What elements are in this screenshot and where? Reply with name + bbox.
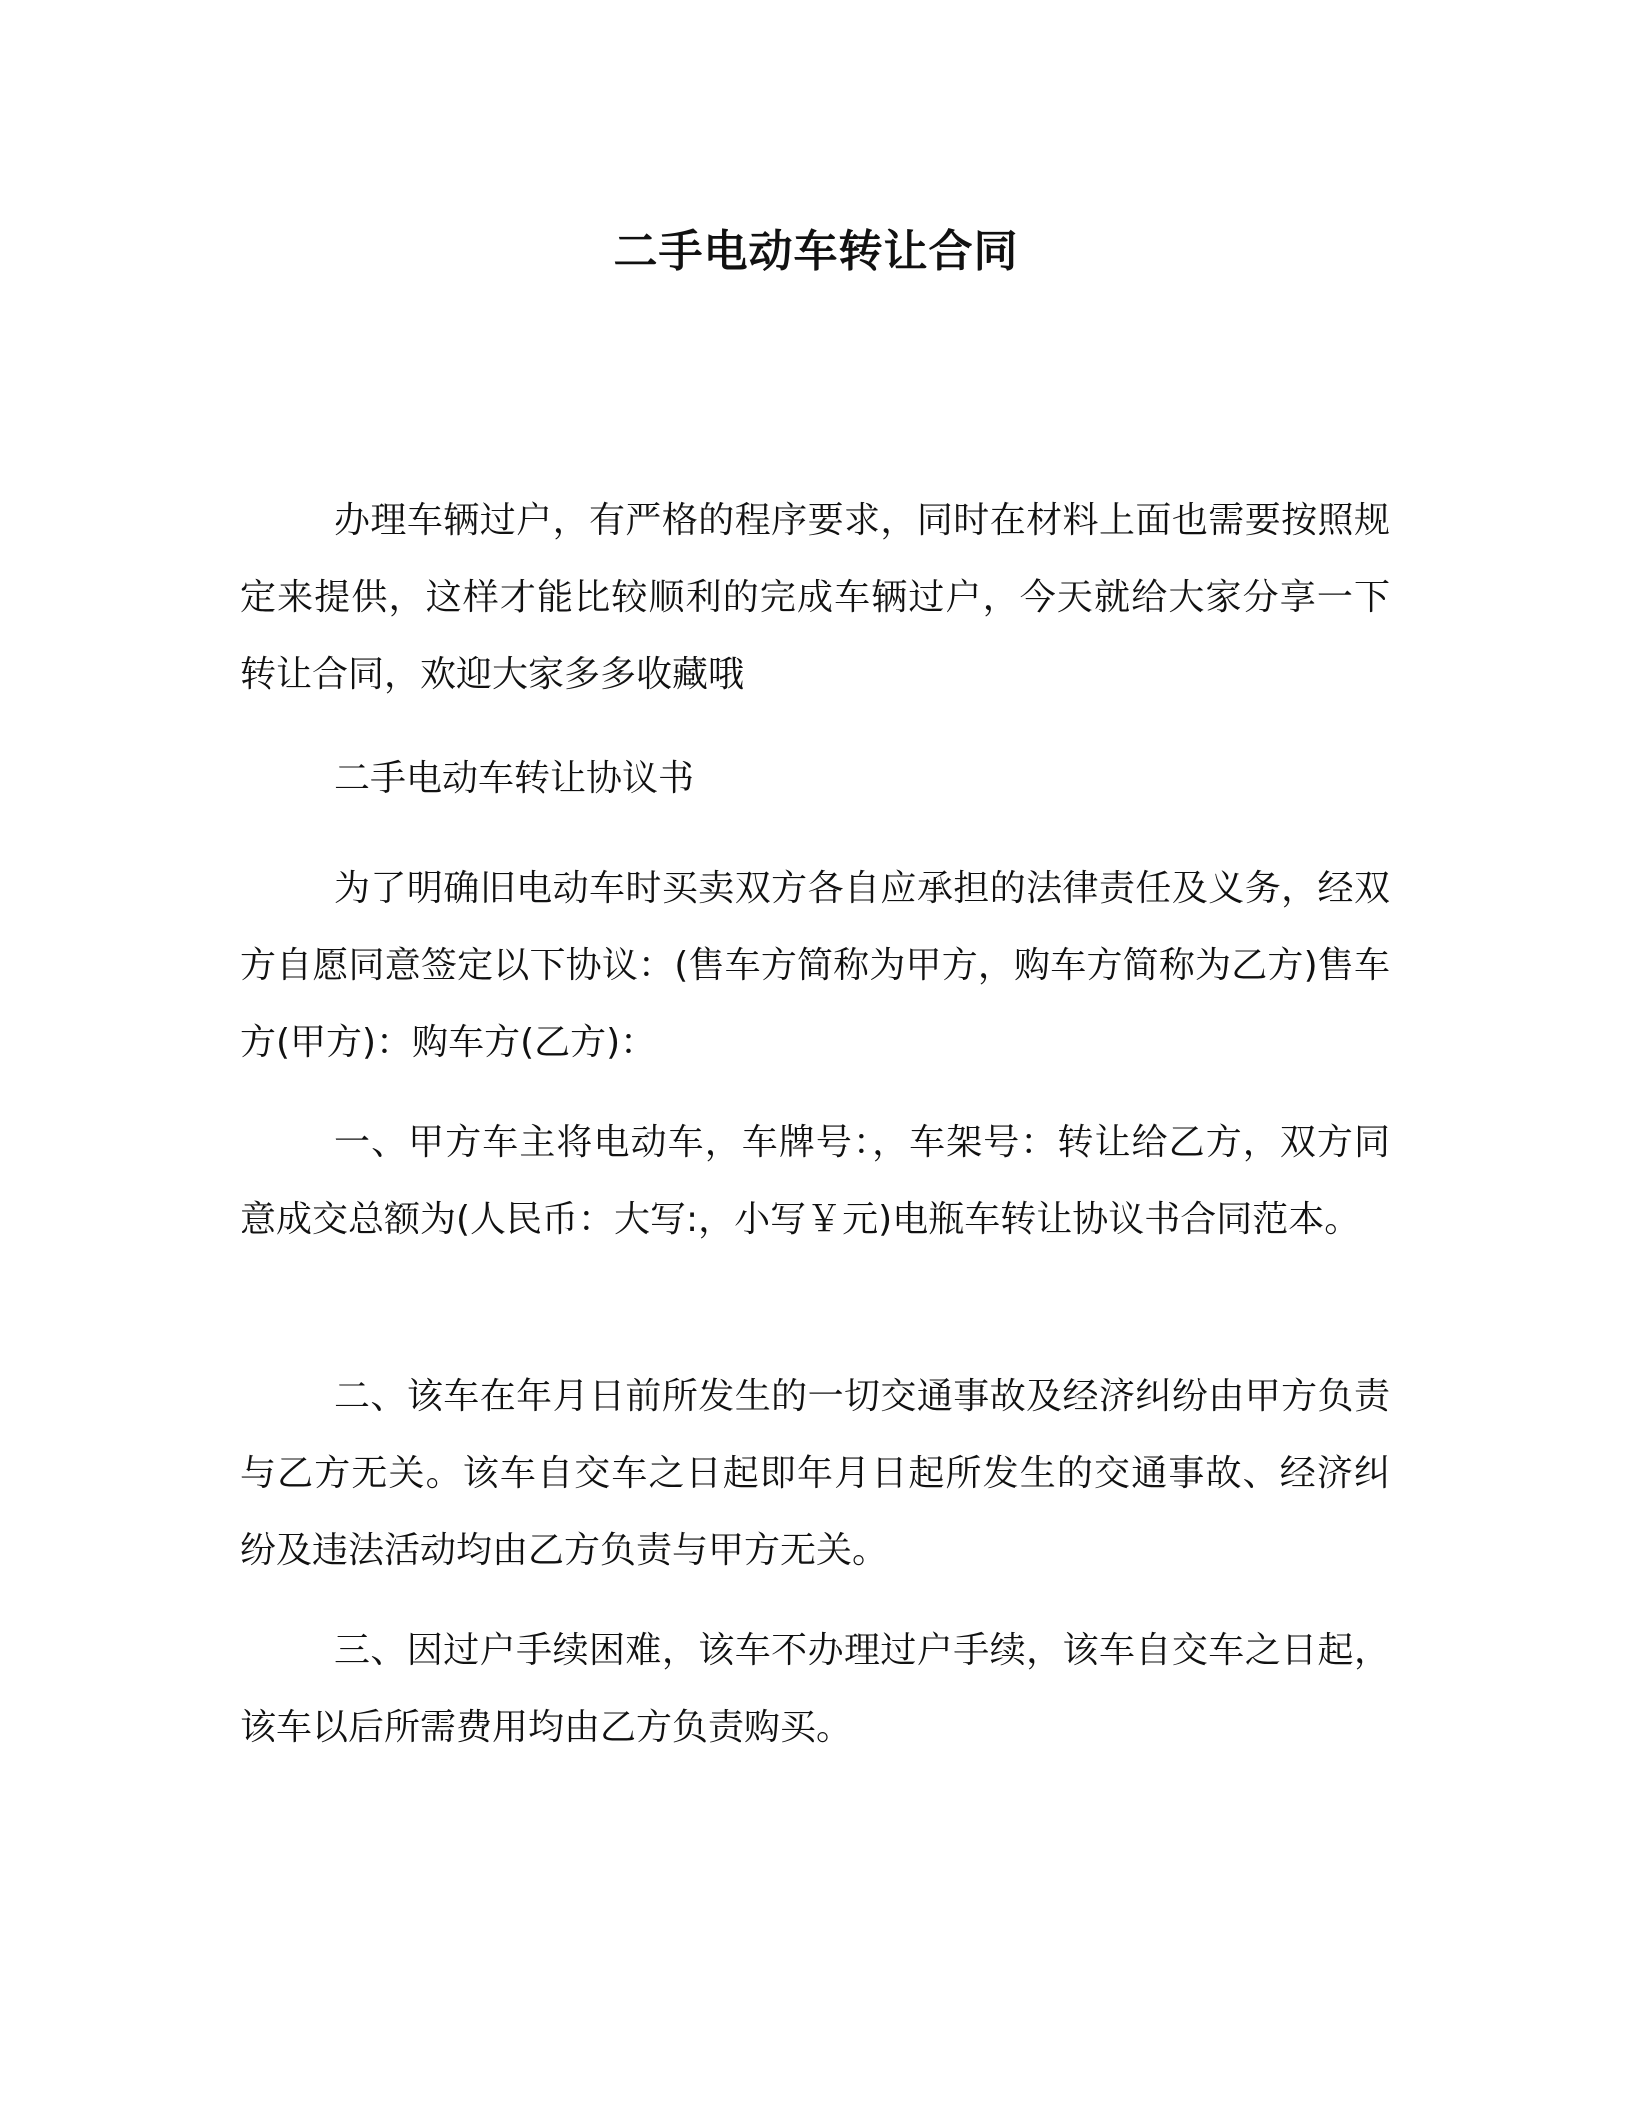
clause-2-paragraph: 二、该车在年月日前所发生的一切交通事故及经济纠纷由甲方负责与乙方无关。该车自交车之日起即年月日起所发生的交通事故、经济纠纷及违法活动均由乙方负责与甲方无关。 [240, 1376, 1390, 1571]
clause-1-paragraph: 一、甲方车主将电动车，车牌号：，车架号：转让给乙方，双方同意成交总额为(人民币：大写:，小写￥元)电瓶车转让协议书合同范本。 [240, 1122, 1390, 1240]
clause-3-paragraph: 三、因过户手续困难，该车不办理过户手续，该车自交车之日起，该车以后所需费用均由乙方负责购买。 [240, 1630, 1390, 1748]
intro-paragraph: 办理车辆过户，有严格的程序要求，同时在材料上面也需要按照规定来提供，这样才能比较顺利的完成车辆过户，今天就给大家分享一下转让合同，欢迎大家多多收藏哦 [240, 500, 1390, 695]
document-title: 二手电动车转让合同 [613, 226, 1019, 277]
agreement-subtitle: 二手电动车转让协议书 [334, 758, 695, 799]
purpose-paragraph: 为了明确旧电动车时买卖双方各自应承担的法律责任及义务，经双方自愿同意签定以下协议：(售车方简称为甲方，购车方简称为乙方)售车方(甲方)：购车方(乙方)： [240, 868, 1390, 1063]
